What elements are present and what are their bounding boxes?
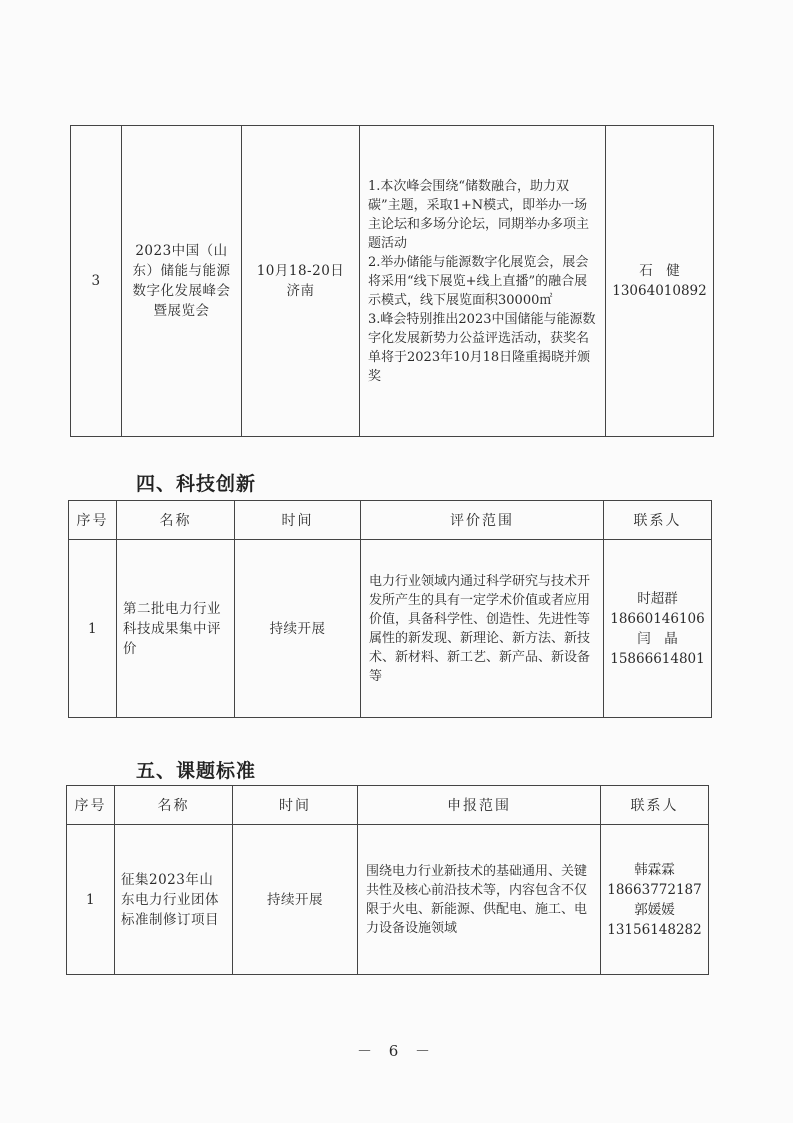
contact-name: 韩霖霖 bbox=[634, 861, 675, 878]
event-location: 济南 bbox=[286, 283, 315, 299]
header-name: 名称 bbox=[115, 786, 233, 825]
event-name: 2023中国（山东）储能与能源数字化发展峰会暨展览会 bbox=[122, 126, 242, 437]
contact-phone: 18663772187 bbox=[607, 881, 702, 898]
page-number: － 6 － bbox=[356, 1042, 437, 1060]
table-row bbox=[71, 126, 714, 437]
table-row bbox=[67, 825, 709, 975]
row-number: 1 bbox=[67, 825, 115, 975]
contact-name: 郭媛媛 bbox=[634, 901, 675, 918]
item-name: 征集2023年山东电力行业团体标准制修订项目 bbox=[115, 825, 233, 975]
contact-phone: 15866614801 bbox=[610, 650, 705, 667]
item-time: 持续开展 bbox=[233, 825, 358, 975]
scope-text: 电力行业领域内通过科学研究与技术开发所产生的具有一定学术价值或者应用价值，具备科学性、创造性、先进性等属性的新发现、新理论、新方法、新技术、新材料、新工艺、新产品、新设备等 bbox=[369, 573, 591, 684]
desc-item: 2.举办储能与能源数字化展览会，展会将采用“线下展览+线上直播”的融合展示模式，线下展览面积30000㎡ bbox=[368, 254, 589, 308]
tech-innovation-table bbox=[68, 500, 712, 718]
contact-person bbox=[604, 540, 712, 718]
contact-phone: 13064010892 bbox=[612, 283, 707, 299]
table-header-row bbox=[69, 501, 712, 540]
contact-person bbox=[606, 126, 714, 437]
header-number: 序号 bbox=[67, 786, 115, 825]
project-standard-table bbox=[66, 785, 709, 975]
header-time: 时间 bbox=[235, 501, 361, 540]
desc-item: 1.本次峰会围绕“储数融合，助力双碳”主题，采取1+N模式，即举办一场主论坛和多场分论坛，同期举办多项主题活动 bbox=[368, 178, 590, 251]
row-number: 1 bbox=[69, 540, 117, 718]
contact-phone: 18660146106 bbox=[610, 610, 705, 627]
contact-person bbox=[601, 825, 709, 975]
event-time bbox=[242, 126, 360, 437]
contact-name: 时超群 bbox=[637, 590, 678, 607]
contact-phone: 13156148282 bbox=[607, 921, 702, 938]
contact-name: 石 健 bbox=[639, 263, 680, 279]
contact-name: 闫 晶 bbox=[637, 630, 678, 647]
header-name: 名称 bbox=[117, 501, 235, 540]
header-number: 序号 bbox=[69, 501, 117, 540]
section-title: 四、科技创新 bbox=[136, 473, 257, 495]
header-contact: 联系人 bbox=[601, 786, 709, 825]
header-contact: 联系人 bbox=[604, 501, 712, 540]
item-scope bbox=[361, 540, 604, 718]
header-time: 时间 bbox=[233, 786, 358, 825]
header-scope: 申报范围 bbox=[358, 786, 601, 825]
table-row bbox=[69, 540, 712, 718]
table-header-row bbox=[67, 786, 709, 825]
desc-item: 3.峰会特别推出2023中国储能与能源数字化发展新势力公益评选活动，获奖名单将于2023年10月18日隆重揭晓并颁奖 bbox=[368, 311, 596, 384]
item-scope bbox=[358, 825, 601, 975]
row-number: 3 bbox=[71, 126, 122, 437]
section-title: 五、课题标准 bbox=[136, 760, 257, 782]
item-name: 第二批电力行业科技成果集中评价 bbox=[117, 540, 235, 718]
scope-text: 围绕电力行业新技术的基础通用、关键共性及核心前沿技术等，内容包含不仅限于火电、新能源、供配电、施工、电力设备设施领域 bbox=[366, 863, 588, 936]
event-description bbox=[360, 126, 606, 437]
event-table bbox=[70, 125, 714, 437]
event-date: 10月18-20日 bbox=[256, 263, 345, 279]
item-time: 持续开展 bbox=[235, 540, 361, 718]
header-scope: 评价范围 bbox=[361, 501, 604, 540]
